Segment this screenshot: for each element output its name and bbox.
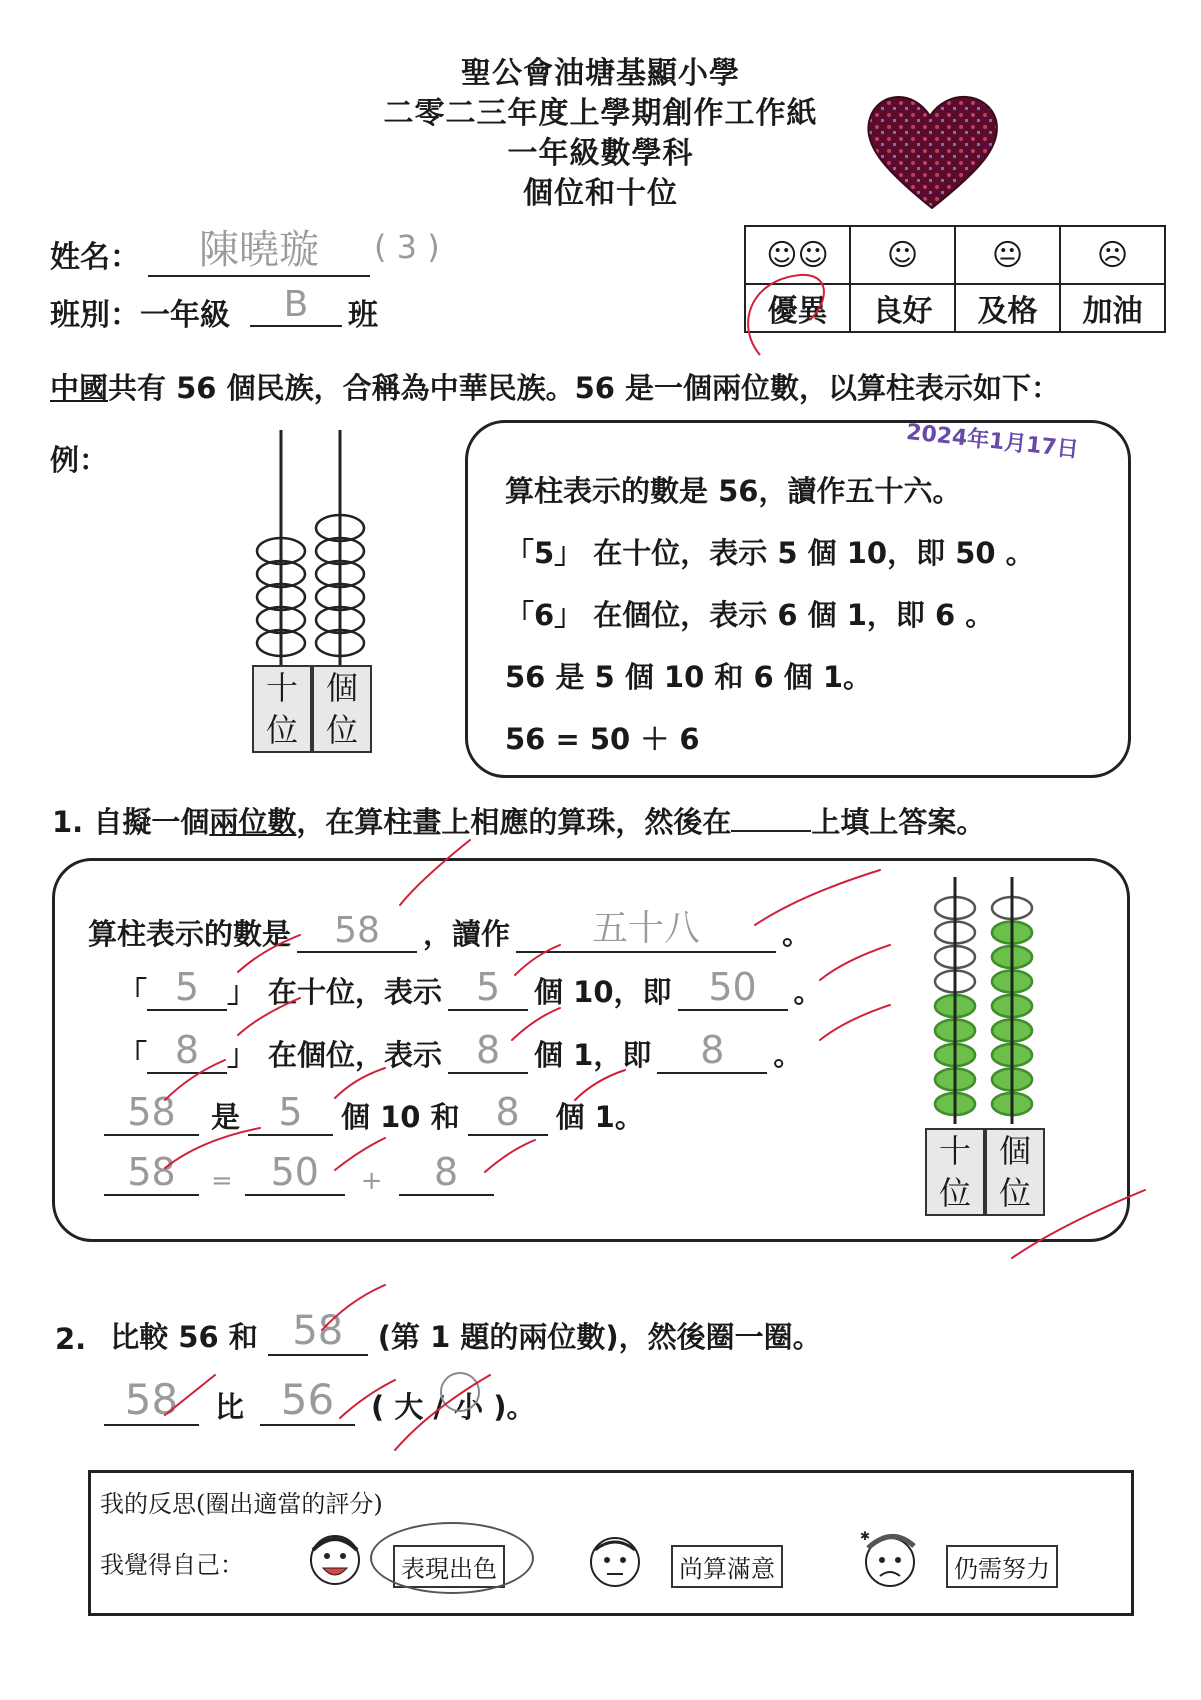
example-place-labels	[252, 665, 372, 753]
intro-text	[50, 366, 1060, 407]
q2-choice[interactable]: ( 大 / 小 )。	[371, 1390, 536, 1424]
class-field[interactable]: B	[250, 284, 342, 327]
reflection-option-satisfied[interactable]: 尚算滿意	[671, 1545, 783, 1588]
q1-ones-value-field[interactable]: 8	[657, 1028, 767, 1074]
q1-prompt: 1. 自擬一個兩位數，在算柱畫上相應的算珠，然後在 上填上答案。	[52, 805, 986, 839]
q2-compare: 58 比 56 ( 大 / 小 )。	[104, 1375, 536, 1426]
school-name: 聖公會油塘基顯小學	[461, 56, 740, 91]
intro-rest: 共有 56 個民族，合稱為中華民族。56 是一個兩位數，以算柱表示如下：	[108, 371, 1061, 405]
q1-line3: 「 8 」 在個位，表示 8 個 1，即 8 。	[118, 1028, 803, 1072]
reflection-option-try-harder[interactable]: 仍需努力	[946, 1545, 1058, 1588]
q1-line1: 算柱表示的數是 58 ，讀作 五十八 。	[88, 900, 811, 953]
double-smile-icon: ☺☺	[745, 226, 850, 284]
q2-left-field[interactable]: 58	[104, 1375, 199, 1426]
q1-ones-count-field[interactable]: 8	[448, 1028, 528, 1074]
q1-eq-number-field[interactable]: 58	[104, 1150, 199, 1196]
student-number: ( 3 )	[374, 228, 440, 266]
q1-line4: 58 是 5 個 10 和 8 個 1。	[104, 1090, 644, 1136]
q2-prompt: 2. 比較 56 和 58 (第 1 題的兩位數)，然後圈一圈。	[55, 1308, 822, 1356]
subject: 一年級數學科	[507, 136, 694, 171]
q2-number-field[interactable]: 58	[268, 1308, 368, 1356]
tens-label: 十 位	[925, 1128, 985, 1216]
rating-excellent[interactable]: 優異	[745, 284, 850, 332]
reflection-option-excellent[interactable]: 表現出色	[393, 1545, 505, 1588]
q1-reading-field[interactable]: 五十八	[516, 900, 776, 953]
q2-right-field[interactable]: 56	[260, 1375, 355, 1426]
rating-pass[interactable]: 及格	[955, 284, 1060, 332]
ones-label: 個 位	[312, 665, 372, 753]
q1-eq-tens-field[interactable]: 50	[245, 1150, 345, 1196]
neutral-face-icon: 😐	[955, 226, 1060, 284]
reflection-title: 我的反思(圈出適當的評分)	[100, 1490, 383, 1518]
intro-underlined: 中國	[50, 371, 109, 405]
ones-label: 個 位	[985, 1128, 1045, 1216]
reflection-lead: 我覺得自己：	[100, 1551, 244, 1579]
smile-icon: ☺	[850, 226, 955, 284]
reflection-circle-mark	[370, 1522, 534, 1594]
q1-ones-digit-field[interactable]: 8	[147, 1028, 227, 1074]
tens-label: 十 位	[252, 665, 312, 753]
topic: 個位和十位	[523, 176, 678, 211]
worried-kid-icon	[858, 1526, 924, 1594]
q1-tens-repeat-field[interactable]: 5	[248, 1090, 333, 1136]
q1-number-repeat-field[interactable]: 58	[104, 1090, 199, 1136]
frown-icon: ☹	[1060, 226, 1165, 284]
class-label: 班別：一年級	[50, 298, 230, 333]
rating-try-harder[interactable]: 加油	[1060, 284, 1165, 332]
class-suffix: 班	[348, 298, 378, 333]
happy-kid-icon	[305, 1528, 365, 1592]
q1-tens-value-field[interactable]: 50	[678, 965, 788, 1011]
q1-line5: 58 = 50 + 8	[104, 1150, 494, 1196]
svg-text:✱: ✱	[860, 1529, 871, 1543]
rating-good[interactable]: 良好	[850, 284, 955, 332]
example-lines: 算柱表示的數是 56，讀作五十六。 「5」 在十位，表示 5 個 10，即 50 。 「6」 在個位，表示 6 個 1，即 6 。 56 是 5 個 10 和 6 個 1。 56 = 50 ＋ 6	[505, 474, 1035, 756]
name-label: 姓名：	[50, 240, 140, 275]
q1-line2: 「 5 」 在十位，表示 5 個 10，即 50 。	[118, 965, 823, 1009]
date-stamp: 2024年1月17日	[904, 420, 1080, 463]
q1-tens-digit-field[interactable]: 5	[147, 965, 227, 1011]
red-circle-mark	[730, 255, 840, 365]
q1-abacus[interactable]	[925, 872, 1065, 1132]
name-field[interactable]: 陳曉璇	[148, 218, 370, 277]
thinking-kid-icon	[585, 1530, 645, 1594]
heart-sticker-icon	[862, 88, 1002, 213]
choice-circle-mark	[440, 1372, 480, 1412]
q1-ones-repeat-field[interactable]: 8	[468, 1090, 548, 1136]
q1-eq-ones-field[interactable]: 8	[399, 1150, 494, 1196]
q1-place-labels	[925, 1128, 1045, 1216]
example-label: 例：	[50, 443, 109, 477]
worksheet-title: 二零二三年度上學期創作工作紙	[383, 96, 818, 131]
q1-number-field[interactable]: 58	[297, 910, 417, 953]
q1-tens-count-field[interactable]: 5	[448, 965, 528, 1011]
